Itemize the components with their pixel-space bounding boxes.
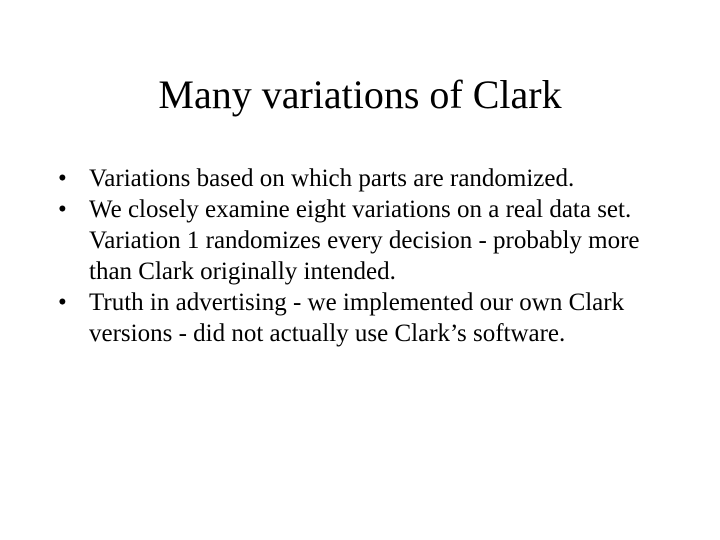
bullet-list	[58, 163, 668, 349]
slide-title: Many variations of Clark	[158, 72, 562, 117]
bullet-icon: •	[58, 196, 67, 223]
bullet-item	[58, 194, 668, 287]
bullet-item	[58, 163, 668, 194]
bullet-text: Truth in advertising - we implemented our own Clark versions - did not actually use Clark’s software.	[89, 289, 625, 347]
bullet-icon: •	[58, 289, 67, 316]
bullet-icon: •	[58, 165, 67, 192]
bullet-text: We closely examine eight variations on a real data set. Variation 1 randomizes every decision - probably more than Clark originally intended.	[89, 196, 640, 285]
bullet-text: Variations based on which parts are randomized.	[89, 165, 575, 192]
bullet-item	[58, 287, 668, 349]
